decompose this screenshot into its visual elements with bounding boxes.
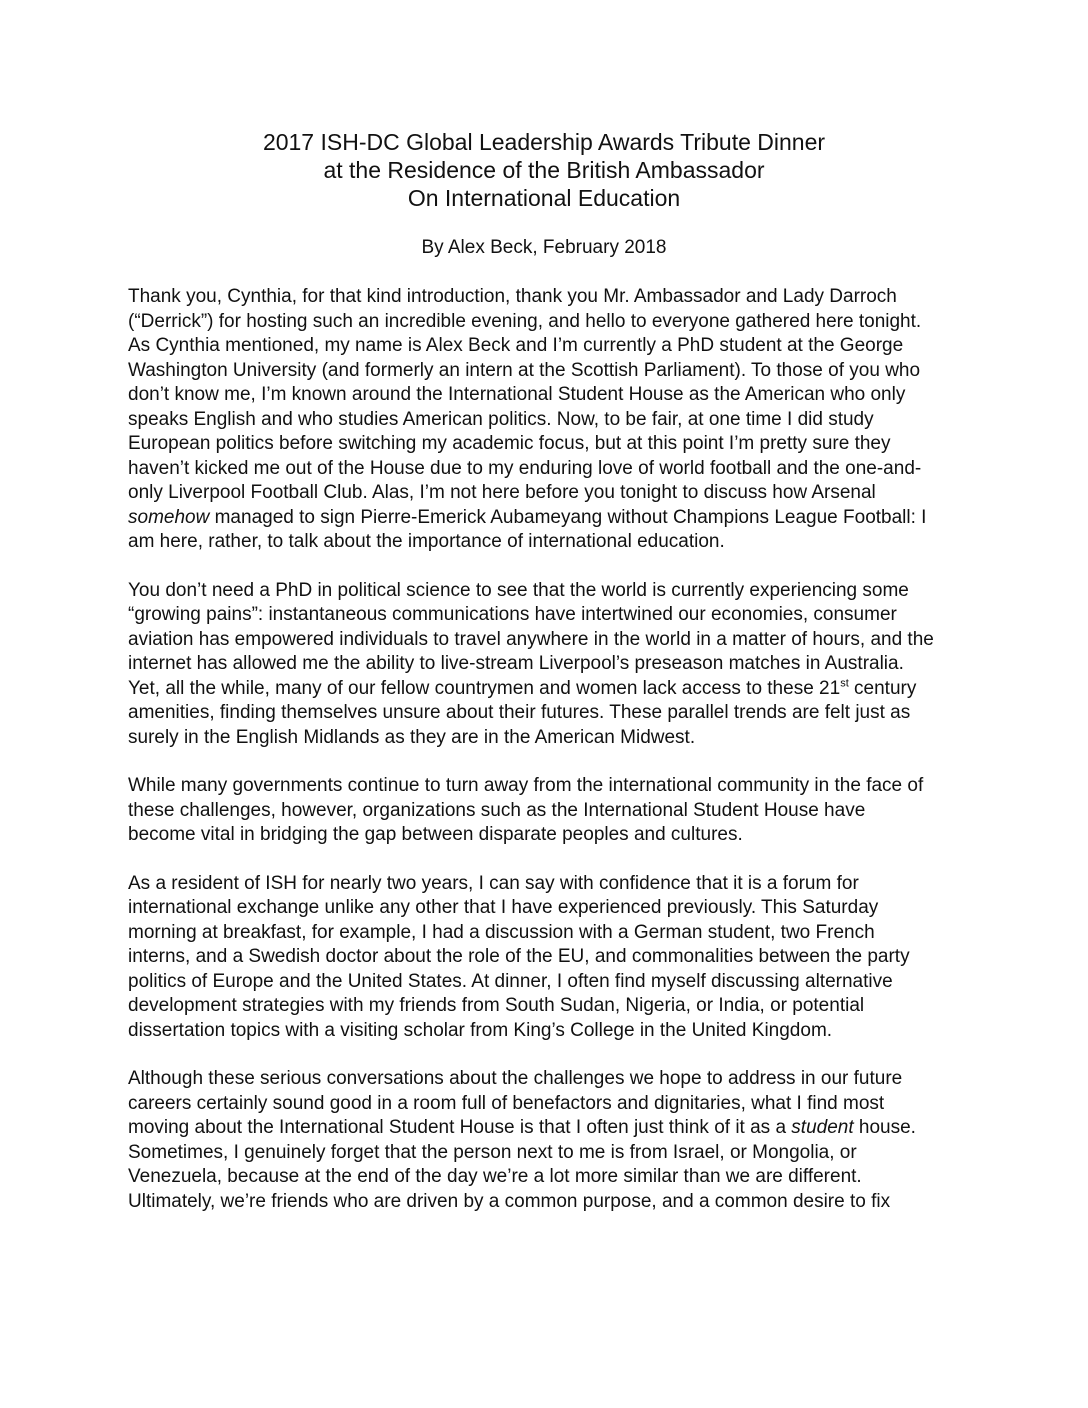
text-segment: Yet, all the while, many of our fellow countrymen and women lack access to these 21 <box>128 677 841 699</box>
paragraph-2 <box>128 579 968 751</box>
text-line: “growing pains”: instantaneous communications have intertwined our economies, consumer <box>128 604 897 625</box>
paragraph-4 <box>128 872 968 1044</box>
text-line: become vital in bridging the gap between disparate peoples and cultures. <box>128 824 743 845</box>
text-line: am here, rather, to talk about the importance of international education. <box>128 531 725 552</box>
text-line: dissertation topics with a visiting scholar from King’s College in the United Kingdom. <box>128 1019 833 1041</box>
text-line: development strategies with my friends from South Sudan, Nigeria, or India, or potential <box>128 995 865 1016</box>
text-line: don’t know me, I’m known around the International Student House as the American who only <box>128 384 906 405</box>
text-line: Washington University (and formerly an intern at the Scottish Parliament). To those of you who <box>128 359 921 381</box>
text-line: Thank you, Cynthia, for that kind introduction, thank you Mr. Ambassador and Lady Darroch <box>128 286 897 307</box>
title-line-3: On International Education <box>407 185 681 211</box>
emphasis-student: student <box>791 1117 854 1138</box>
text-line: international exchange unlike any other that I have experienced previously. This Saturday <box>128 897 879 918</box>
text-line <box>128 506 968 531</box>
text-line: internet has allowed me the ability to live-stream Liverpool’s preseason matches in Australia. <box>128 653 904 674</box>
text-line: As a resident of ISH for nearly two years, I can say with confidence that it is a forum for <box>128 872 859 894</box>
body-text <box>128 285 968 1238</box>
text-segment: century <box>848 677 917 699</box>
paragraph-1 <box>128 285 968 555</box>
text-line: amenities, finding themselves unsure about their futures. These parallel trends are felt just as <box>128 702 911 723</box>
text-line <box>128 677 968 702</box>
text-line: only Liverpool Football Club. Alas, I’m not here before you tonight to discuss how Arsenal <box>128 482 876 503</box>
text-line: You don’t need a PhD in political science to see that the world is currently experiencing some <box>128 579 909 601</box>
text-line: Although these serious conversations about the challenges we hope to address in our future <box>128 1068 903 1089</box>
text-segment: moving about the International Student House is that I often just think of it as a <box>128 1117 792 1138</box>
text-line <box>128 1116 968 1141</box>
text-line: surely in the English Midlands as they are in the American Midwest. <box>128 726 696 748</box>
text-line: morning at breakfast, for example, I had a discussion with a German student, two French <box>128 921 875 943</box>
text-line: these challenges, however, organizations such as the International Student House have <box>128 799 866 821</box>
emphasis-somehow: somehow <box>128 506 210 528</box>
text-line: As Cynthia mentioned, my name is Alex Beck and I’m currently a PhD student at the George <box>128 335 904 356</box>
text-line: haven’t kicked me out of the House due to my enduring love of world football and the one-and- <box>128 457 922 479</box>
text-segment: managed to sign Pierre-Emerick Aubameyang without Champions League Football: I <box>209 506 927 528</box>
byline: By Alex Beck, February 2018 <box>421 237 667 258</box>
text-line: aviation has empowered individuals to travel anywhere in the world in a matter of hours, and the <box>128 628 934 650</box>
paragraph-5 <box>128 1067 968 1214</box>
text-line: politics of Europe and the United States. At dinner, I often find myself discussing alternative <box>128 970 893 992</box>
text-line: While many governments continue to turn away from the international community in the face of <box>128 775 924 796</box>
text-line: Venezuela, because at the end of the day we’re a lot more similar than we are different. <box>128 1166 862 1187</box>
text-line: Ultimately, we’re friends who are driven by a common purpose, and a common desire to fix <box>128 1190 891 1212</box>
text-line: (“Derrick”) for hosting such an incredible evening, and hello to everyone gathered here tonight. <box>128 310 922 332</box>
text-line: Sometimes, I genuinely forget that the person next to me is from Israel, or Mongolia, or <box>128 1141 857 1163</box>
superscript-ordinal: st <box>840 677 849 690</box>
text-line: speaks English and who studies American politics. Now, to be fair, at one time I did study <box>128 408 874 430</box>
text-segment: house. <box>853 1117 916 1138</box>
text-line: careers certainly sound good in a room full of benefactors and dignitaries, what I find most <box>128 1092 885 1114</box>
title-line-2: at the Residence of the British Ambassador <box>323 157 765 183</box>
document-title <box>0 128 1088 212</box>
paragraph-3 <box>128 774 968 848</box>
text-line: interns, and a Swedish doctor about the role of the EU, and commonalities between the party <box>128 946 910 967</box>
title-line-1: 2017 ISH-DC Global Leadership Awards Tribute Dinner <box>262 129 826 155</box>
text-line: European politics before switching my academic focus, but at this point I’m pretty sure they <box>128 433 891 454</box>
